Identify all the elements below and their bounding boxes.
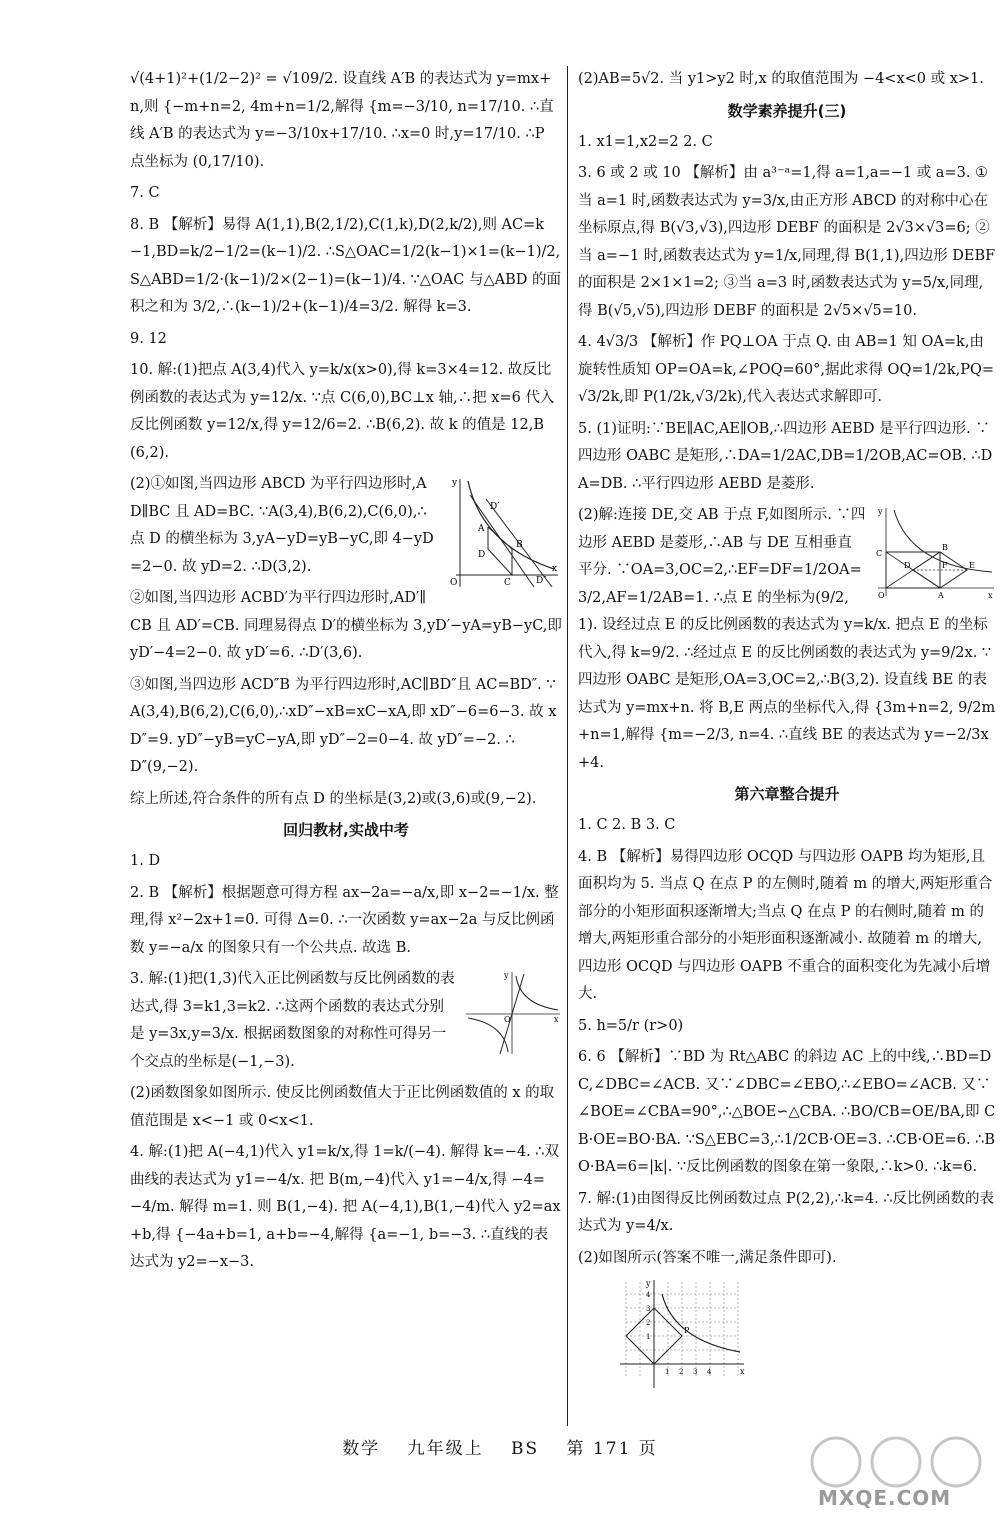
footer-subject: 数学 bbox=[342, 1439, 381, 1459]
fig-label: B bbox=[516, 540, 523, 550]
fig-label: 3 bbox=[646, 1305, 651, 1313]
answer-paragraph: 10. 解:(1)把点 A(3,4)代入 y=k/x(x>0),得 k=3×4=12. 故反比例函数的表达式为 y=12/x. ∵点 C(6,0),BC⊥x 轴,∴把 x=6 代入反比例函数 y=12/x,得 y=12/6=2. ∴B(6,2). 故 k 的值是 12,B(6,2). bbox=[130, 362, 555, 461]
fig-label: O bbox=[878, 591, 885, 600]
answer-paragraph: ③如图,当四边形 ACD″B 为平行四边形时,AC∥BD″且 AC=BD″. ∵A(3,4),B(6,2),C(6,0),∴xD″−xB=xC−xA,即 xD″−6=6−3. 故 xD″=9. yD″−yB=yC−yA,即 yD″−2=0−4. 故 yD″=−2. ∴D″(9,−2). bbox=[130, 676, 557, 775]
figure-rhombus-rectangle bbox=[874, 506, 996, 600]
left-column bbox=[130, 66, 562, 1281]
figure-functions-graph bbox=[464, 970, 562, 1056]
fig-label: O bbox=[504, 1015, 511, 1024]
answer-paragraph: 9. 12 bbox=[130, 330, 167, 347]
answer-paragraph: 2. B 【解析】根据题意可得方程 ax−2a=−a/x,即 x−2=−1/x. 整理,得 x²−2x+1=0. 可得 Δ=0. ∴一次函数 y=ax−2a 与反比例函数 y=−a/x 的图象只有一个公共点. 故选 B. bbox=[130, 884, 559, 956]
fig-label: O bbox=[450, 578, 458, 588]
section-title: 回归教材,实战中考 bbox=[283, 821, 409, 839]
answer-paragraph: 3. 解:(1)把(1,3)代入正比例函数与反比例函数的表达式,得 3=k1,3=k2. ∴这两个函数的表达式分别是 y=3x,y=3/x. 根据函数图象的对称性可得另一个交点的坐标是(−1,−3). bbox=[130, 971, 455, 1070]
fig-label: y bbox=[504, 971, 509, 980]
answer-paragraph: 5. h=5/r (r>0) bbox=[578, 1017, 684, 1034]
fig-label: P bbox=[684, 1326, 690, 1335]
fig-label: 1 bbox=[646, 1333, 651, 1341]
fig-label: B bbox=[942, 543, 948, 552]
fig-label: D″ bbox=[536, 576, 547, 586]
answer-paragraph: (2)AB=5√2. 当 y1>y2 时,x 的取值范围为 −4<x<0 或 x>1. bbox=[578, 71, 984, 87]
fig-label: E bbox=[969, 561, 975, 570]
answer-paragraph: 7. 解:(1)由图得反比例函数过点 P(2,2),∴k=4. ∴反比例函数的表达式为 y=4/x. bbox=[578, 1190, 995, 1234]
fig-label: 4 bbox=[707, 1368, 712, 1376]
figure-parallelogram-hyperbola bbox=[442, 475, 562, 590]
fig-label: A bbox=[938, 591, 944, 600]
fig-label: A bbox=[478, 524, 485, 534]
fig-label: x bbox=[740, 1367, 745, 1376]
fig-label: F bbox=[942, 561, 948, 570]
section-title: 第六章整合提升 bbox=[734, 785, 840, 803]
answer-paragraph: ②如图,当四边形 ACBD′为平行四边形时,AD′∥CB 且 AD′=CB. 同理易得点 D′的横坐标为 3,yD′−yA=yB−yC,即 yD′−4=2−0. 故 yD′=6. ∴D′(3,6). bbox=[130, 590, 562, 661]
fig-label: 4 bbox=[646, 1291, 651, 1299]
answer-paragraph: 4. 解:(1)把 A(−4,1)代入 y1=k/x,得 1=k/(−4). 解得 k=−4. ∴双曲线的表达式为 y1=−4/x. 把 B(m,−4)代入 y1=−4/x,得 −4=−4/m. 解得 m=1. 则 B(1,−4). 把 A(−4,1),B(1,−4)代入 y2=ax+b,得 {−4a+b=1, a+b=−4,解得 {a=−1, b=−3. ∴直线的表达式为 y2=−x−3. bbox=[130, 1144, 561, 1270]
answer-paragraph: 8. B 【解析】易得 A(1,1),B(2,1/2),C(1,k),D(2,k/2),则 AC=k−1,BD=k/2−1/2=(k−1)/2. ∴S△OAC=1/2(k−1)×1=(k−1)/2,S△ABD=1/2·(k−1)/2×(2−1)=(k−1)/4. ∵△OAC 与△ABD 的面积之和为 3/2,∴(k−1)/2+(k−1)/4=3/2. 解得 k=3. bbox=[130, 216, 561, 315]
section-title: 数学素养提升(三) bbox=[727, 101, 847, 120]
fig-label: 3 bbox=[693, 1368, 698, 1376]
answer-paragraph: 7. C bbox=[130, 185, 160, 201]
column-divider bbox=[567, 66, 568, 1426]
figure-grid-hyperbola bbox=[618, 1278, 996, 1394]
watermark-text: MXQE.COM bbox=[818, 1486, 952, 1510]
answer-paragraph: 3. 6 或 2 或 10 【解析】由 a³⁻ᵃ=1,得 a=1,a=−1 或 a=3. ①当 a=1 时,函数表达式为 y=3/x,由正方形 ABCD 的对称中心在坐标原点,得 B(√3,√3),四边形 DEBF 的面积是 2√3×√3=6; ②当 a=−1 时,函数表达式为 y=1/x,同理,得 B(1,1),四边形 DEBF 的面积是 2×1×1=2; ③当 a=3 时,函数表达式为 y=5/x,同理,得 B(√5,√5),四边形 DEBF 的面积是 2√5×√5=10. bbox=[578, 165, 996, 319]
fig-label: 2 bbox=[646, 1319, 651, 1327]
answer-paragraph: 4. 4√3/3 【解析】作 PQ⊥OA 于点 Q. 由 AB=1 知 OA=k,由旋转性质知 OP=OA=k,∠POQ=60°,据此求得 OQ=1/2k,PQ=√3/2k,即 P(1/2k,√3/2k),代入表达式求解即可. bbox=[578, 334, 995, 405]
fig-label: D′ bbox=[490, 502, 500, 512]
footer-edition: BS bbox=[511, 1439, 540, 1459]
right-column bbox=[578, 66, 996, 1400]
fig-label: y bbox=[452, 478, 458, 488]
answer-paragraph: √(4+1)²+(1/2−2)² = √109/2. 设直线 A′B 的表达式为 y=mx+n,则 {−m+n=2, 4m+n=1/2,解得 {m=−3/10, n=17/10. ∴直线 A′B 的表达式为 y=−3/10x+17/10. ∴x=0 时,y=17/10. ∴P 点坐标为 (0,17/10). bbox=[130, 71, 554, 170]
answer-paragraph: 1. C 2. B 3. C bbox=[578, 817, 676, 833]
fig-label: C bbox=[504, 578, 511, 588]
fig-label: y bbox=[646, 1279, 651, 1288]
fig-label: x bbox=[552, 564, 558, 574]
fig-label: C bbox=[876, 549, 883, 558]
answer-paragraph: 6. 6 【解析】∵BD 为 Rt△ABC 的斜边 AC 上的中线,∴BD=DC,∠DBC=∠ACB. 又∵∠DBC=∠EBO,∴∠EBO=∠ACB. 又∵∠BOE=∠CBA=90°,∴△BOE∽△CBA. ∴BO/CB=OE/BA,即 CB·OE=BO·BA. ∵S△EBC=3,∴1/2CB·OE=3. ∴CB·OE=6. ∴BO·BA=6=|k|. ∵反比例函数的图象在第一象限,∴k>0. ∴k=6. bbox=[578, 1049, 996, 1175]
footer-grade: 九年级上 bbox=[407, 1439, 484, 1459]
footer-page-number: 第 171 页 bbox=[566, 1439, 658, 1459]
answer-paragraph: 1. D bbox=[130, 853, 161, 869]
answer-paragraph: 5. (1)证明:∵BE∥AC,AE∥OB,∴四边形 AEBD 是平行四边形. ∵四边形 OABC 是矩形,∴DA=1/2AC,DB=1/2OB,AC=OB. ∴DA=DB. ∴平行四边形 AEBD 是菱形. bbox=[578, 420, 993, 492]
fig-label: x bbox=[988, 591, 993, 600]
answer-paragraph: (2)解:连接 DE,交 AB 于点 F,如图所示. ∵四边形 AEBD 是菱形,∴AB 与 DE 互相垂直平分. ∵OA=3,OC=2,∴EF=DF=1/2OA=3/2,AF=1/2AB=1. ∴点 E 的坐标为(9/2,1). 设经过点 E 的反比例函数的表达式为 y=k/x. 把点 E 的坐标代入,得 k=9/2. ∴经过点 E 的反比例函数的表达式为 y=9/2x. ∵四边形 OABC 是矩形,OA=3,OC=2,∴B(3,2). 设直线 BE 的表达式为 y=mx+n. 将 B,E 两点的坐标代入,得 {3m+n=2, 9/2m+n=1,解得 {m=−2/3, n=4. ∴直线 BE 的表达式为 y=−2/3x+4. bbox=[578, 507, 996, 771]
fig-label: 2 bbox=[679, 1368, 684, 1376]
fig-label: D bbox=[904, 561, 911, 570]
fig-label: x bbox=[554, 1015, 559, 1024]
answer-paragraph: 综上所述,符合条件的所有点 D 的坐标是(3,2)或(3,6)或(9,−2). bbox=[130, 790, 537, 807]
answer-paragraph: (2)①如图,当四边形 ABCD 为平行四边形时,AD∥BC 且 AD=BC. ∵A(3,4),B(6,2),C(6,0),∴点 D 的横坐标为 3,yA−yD=yB−yC,即 4−yD=2−0. 故 yD=2. ∴D(3,2). bbox=[130, 476, 434, 575]
answer-paragraph: 1. x1=1,x2=2 2. C bbox=[578, 133, 713, 150]
fig-label: 1 bbox=[665, 1368, 670, 1376]
fig-label: y bbox=[878, 507, 883, 516]
answer-paragraph: (2)如图所示(答案不唯一,满足条件即可). bbox=[578, 1249, 837, 1266]
answer-paragraph: (2)函数图象如图所示. 使反比例函数值大于正比例函数值的 x 的取值范围是 x<−1 或 0<x<1. bbox=[130, 1085, 555, 1129]
answer-paragraph: 4. B 【解析】易得四边形 OCQD 与四边形 OAPB 均为矩形,且面积均为 5. 当点 Q 在点 P 的左侧时,随着 m 的增大,两矩形重合部分的小矩形面积逐渐增大;当点 Q 在点 P 的右侧时,随着 m 的增大,两矩形重合部分的小矩形面积逐渐减小. 故随着 m 的增大,四边形 OCQD 与四边形 OAPB 不重合的面积变化为先减小后增大. bbox=[578, 848, 993, 1002]
fig-label: D bbox=[478, 550, 486, 560]
